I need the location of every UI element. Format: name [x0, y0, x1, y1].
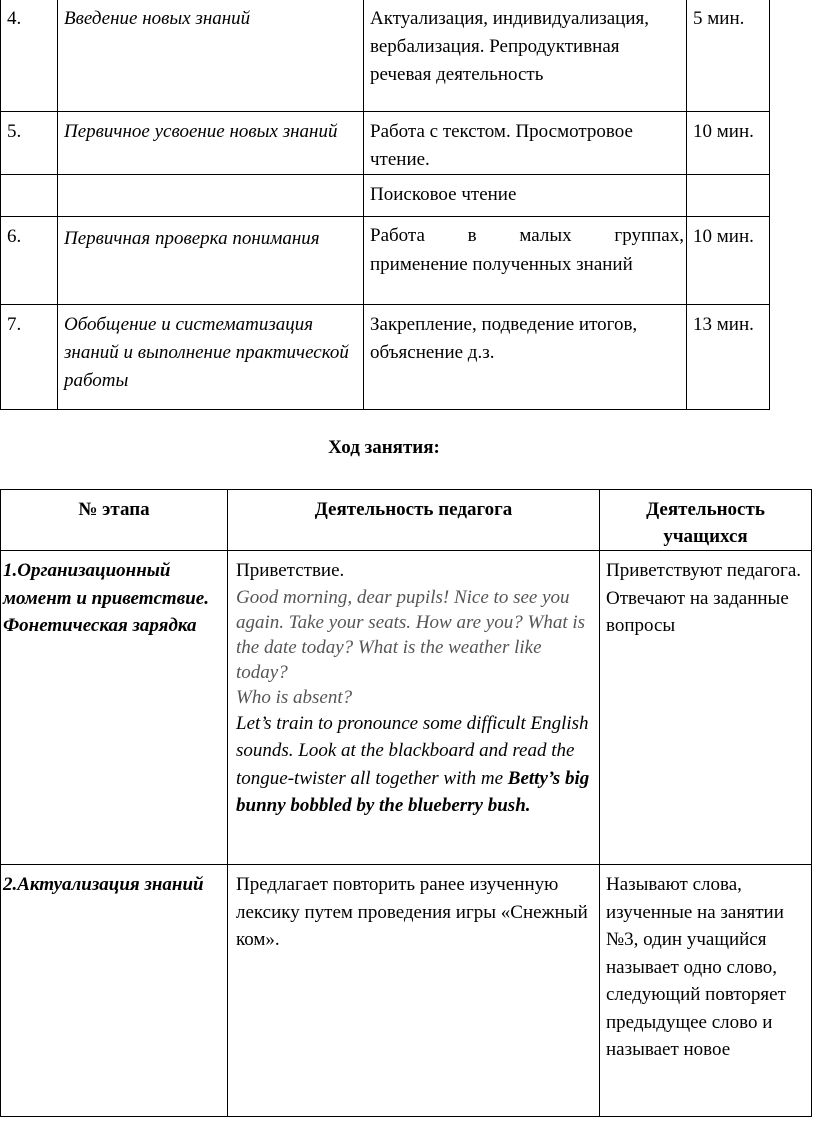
stage-activity-rest: применение полученных знаний: [370, 254, 633, 275]
table-row: [1, 112, 770, 175]
tongue-twister: Betty’s big bunny bobbled by the blueberry bush.: [236, 767, 590, 816]
column-header-teacher: Деятельность педагога: [228, 490, 600, 551]
stage-name: [58, 175, 364, 217]
teacher-task-text: Let’s train to pronounce some difficult English sounds. Look at the blackboard and read the tongue-twister all together with me: [236, 712, 589, 789]
table-row: [1, 217, 770, 305]
table-row: [1, 0, 770, 112]
teacher-activity: Предлагает повторить ранее изученную лексику путем проведения игры «Снежный ком».: [228, 865, 600, 1117]
table-row: [1, 865, 812, 1117]
table-row: [1, 551, 812, 865]
teacher-speech-absent: Who is absent?: [236, 686, 353, 708]
stage-time: [687, 175, 770, 217]
students-activity: Называют слова, изученные на занятии №3, один учащийся называет одно слово, следующий повторяет предыдущее слово и называет новое: [600, 865, 812, 1117]
teacher-speech: Good morning, dear pupils! Nice to see you again. Take your seats. How are you? What is the date today? What is the weather like today?: [236, 586, 586, 683]
section-heading: Ход занятия:: [328, 437, 440, 458]
stage-name: Обобщение и систематизация знаний и выполнение практической работы: [58, 305, 364, 410]
stage-activity: Поисковое чтение: [364, 175, 687, 217]
column-header-stage: № этапа: [1, 490, 228, 551]
stage-time: 10 мин.: [687, 112, 770, 175]
stage-number: 4.: [1, 0, 58, 112]
stage-name: Первичное усвоение новых знаний: [58, 112, 364, 175]
stage-time: 5 мин.: [687, 0, 770, 112]
table-header-row: [1, 490, 812, 551]
stage-name: Первичная проверка понимания: [58, 217, 364, 305]
stage-activity: [364, 217, 687, 305]
stage-number: 7.: [1, 305, 58, 410]
teacher-greeting: Приветствие.: [236, 560, 345, 581]
stage-activity: Закрепление, подведение итогов, объяснение д.з.: [364, 305, 687, 410]
stage-name: 2.Актуализация знаний: [1, 865, 228, 1117]
stage-name: 1.Организационный момент и приветствие. Фонетическая зарядка: [1, 551, 228, 865]
stage-time: 13 мин.: [687, 305, 770, 410]
stage-name: Введение новых знаний: [58, 0, 364, 112]
teacher-task: [236, 710, 595, 820]
lesson-plan-table: [0, 0, 770, 410]
stage-time: 10 мин.: [687, 217, 770, 305]
table-row: [1, 175, 770, 217]
teacher-activity: [228, 551, 600, 865]
stage-activity: Актуализация, индивидуализация, вербализация. Репродуктивная речевая деятельность: [364, 0, 687, 112]
students-activity: Приветствуют педагога. Отвечают на заданные вопросы: [600, 551, 812, 865]
stage-number: [1, 175, 58, 217]
stage-number: 6.: [1, 217, 58, 305]
stage-number: 5.: [1, 112, 58, 175]
lesson-course-table: [0, 489, 812, 1117]
column-header-students: Деятельность учащихся: [600, 490, 812, 551]
stage-activity: Работа с текстом. Просмотровое чтение.: [364, 112, 687, 175]
table-row: [1, 305, 770, 410]
stage-activity-line: Работа в малых группах,: [370, 225, 684, 246]
